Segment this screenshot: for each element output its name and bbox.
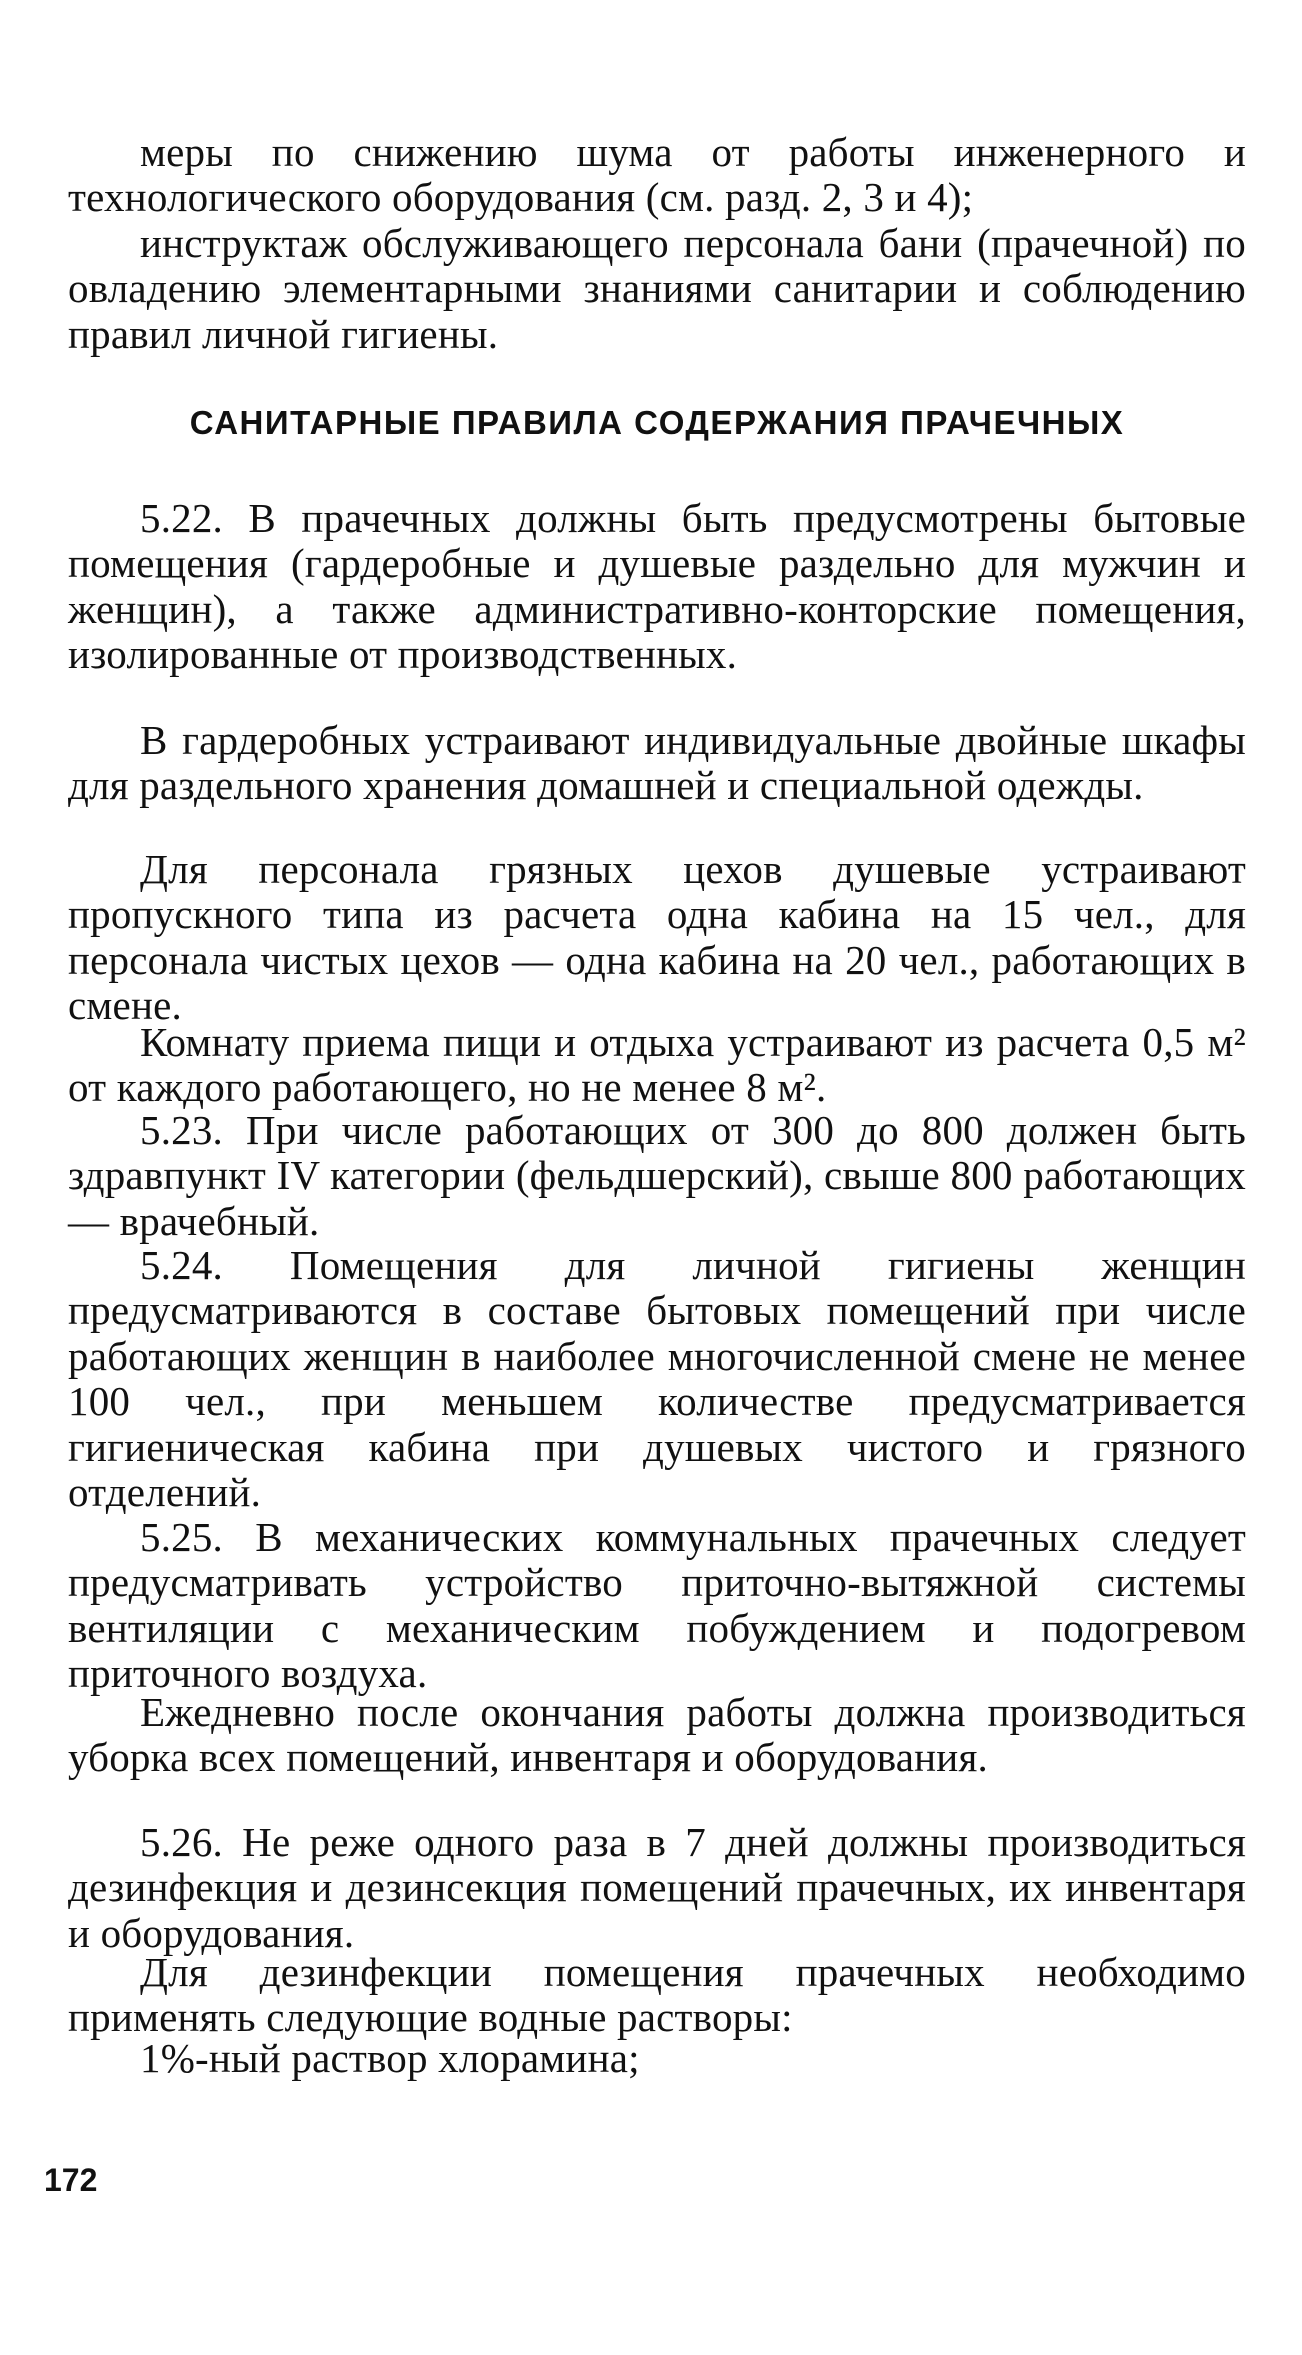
paragraph-noise-measures: меры по снижению шума от работы инженерного и технологического оборудования (см. разд. 2, 3 и 4); <box>68 129 1246 221</box>
paragraph-wardrobes: В гардеробных устраивают индивидуальные двойные шкафы для раздельного хранения домашней и специальной одежды. <box>68 717 1246 809</box>
paragraph-chloramine: 1%-ный раствор хлорамина; <box>140 2035 640 2081</box>
paragraph-staff-instruction: инструктаж обслуживающего персонала бани (прачечной) по овладению элементарными знаниями санитарии и соблюдению правил личной гигиены. <box>68 220 1246 357</box>
paragraph-5-22: 5.22. В прачечных должны быть предусмотрены бытовые помещения (гардеробные и душевые раздельно для мужчин и женщин), а также административно-конторские помещения, изолированные от производственных. <box>68 495 1246 678</box>
paragraph-disinfection: Для дезинфекции помещения прачечных необходимо применять следующие водные растворы: <box>68 1949 1246 2041</box>
paragraph-showers: Для персонала грязных цехов душевые устраивают пропускного типа из расчета одна кабина на 15 чел., для персонала чистых цехов — одна кабина на 20 чел., работающих в смене. <box>68 846 1246 1029</box>
paragraph-daily-cleaning: Ежедневно после окончания работы должна производиться уборка всех помещений, инвентаря и оборудования. <box>68 1689 1246 1781</box>
page-number: 172 <box>44 2162 98 2198</box>
paragraph-5-24: 5.24. Помещения для личной гигиены женщин предусматриваются в составе бытовых помещений при числе работающих женщин в наиболее многочисленной смене не менее 100 чел., при меньшем количестве предусматривается гигиеническая кабина при душевых чистого и грязного отделений. <box>68 1242 1246 1516</box>
section-heading: САНИТАРНЫЕ ПРАВИЛА СОДЕРЖАНИЯ ПРАЧЕЧНЫХ <box>189 404 1125 441</box>
paragraph-5-23: 5.23. При числе работающих от 300 до 800 должен быть здравпункт IV категории (фельдшерский), свыше 800 работающих — врачебный. <box>68 1107 1246 1244</box>
paragraph-5-26: 5.26. Не реже одного раза в 7 дней должны производиться дезинфекция и дезинсекция помещений прачечных, их инвентаря и оборудования. <box>68 1819 1246 1956</box>
paragraph-dining-room: Комнату приема пищи и отдыха устраивают из расчета 0,5 м² от каждого работающего, но не менее 8 м². <box>68 1019 1246 1111</box>
paragraph-5-25: 5.25. В механических коммунальных прачечных следует предусматривать устройство приточно-вытяжной системы вентиляции с механическим побуждением и подогревом приточного воздуха. <box>68 1514 1246 1697</box>
